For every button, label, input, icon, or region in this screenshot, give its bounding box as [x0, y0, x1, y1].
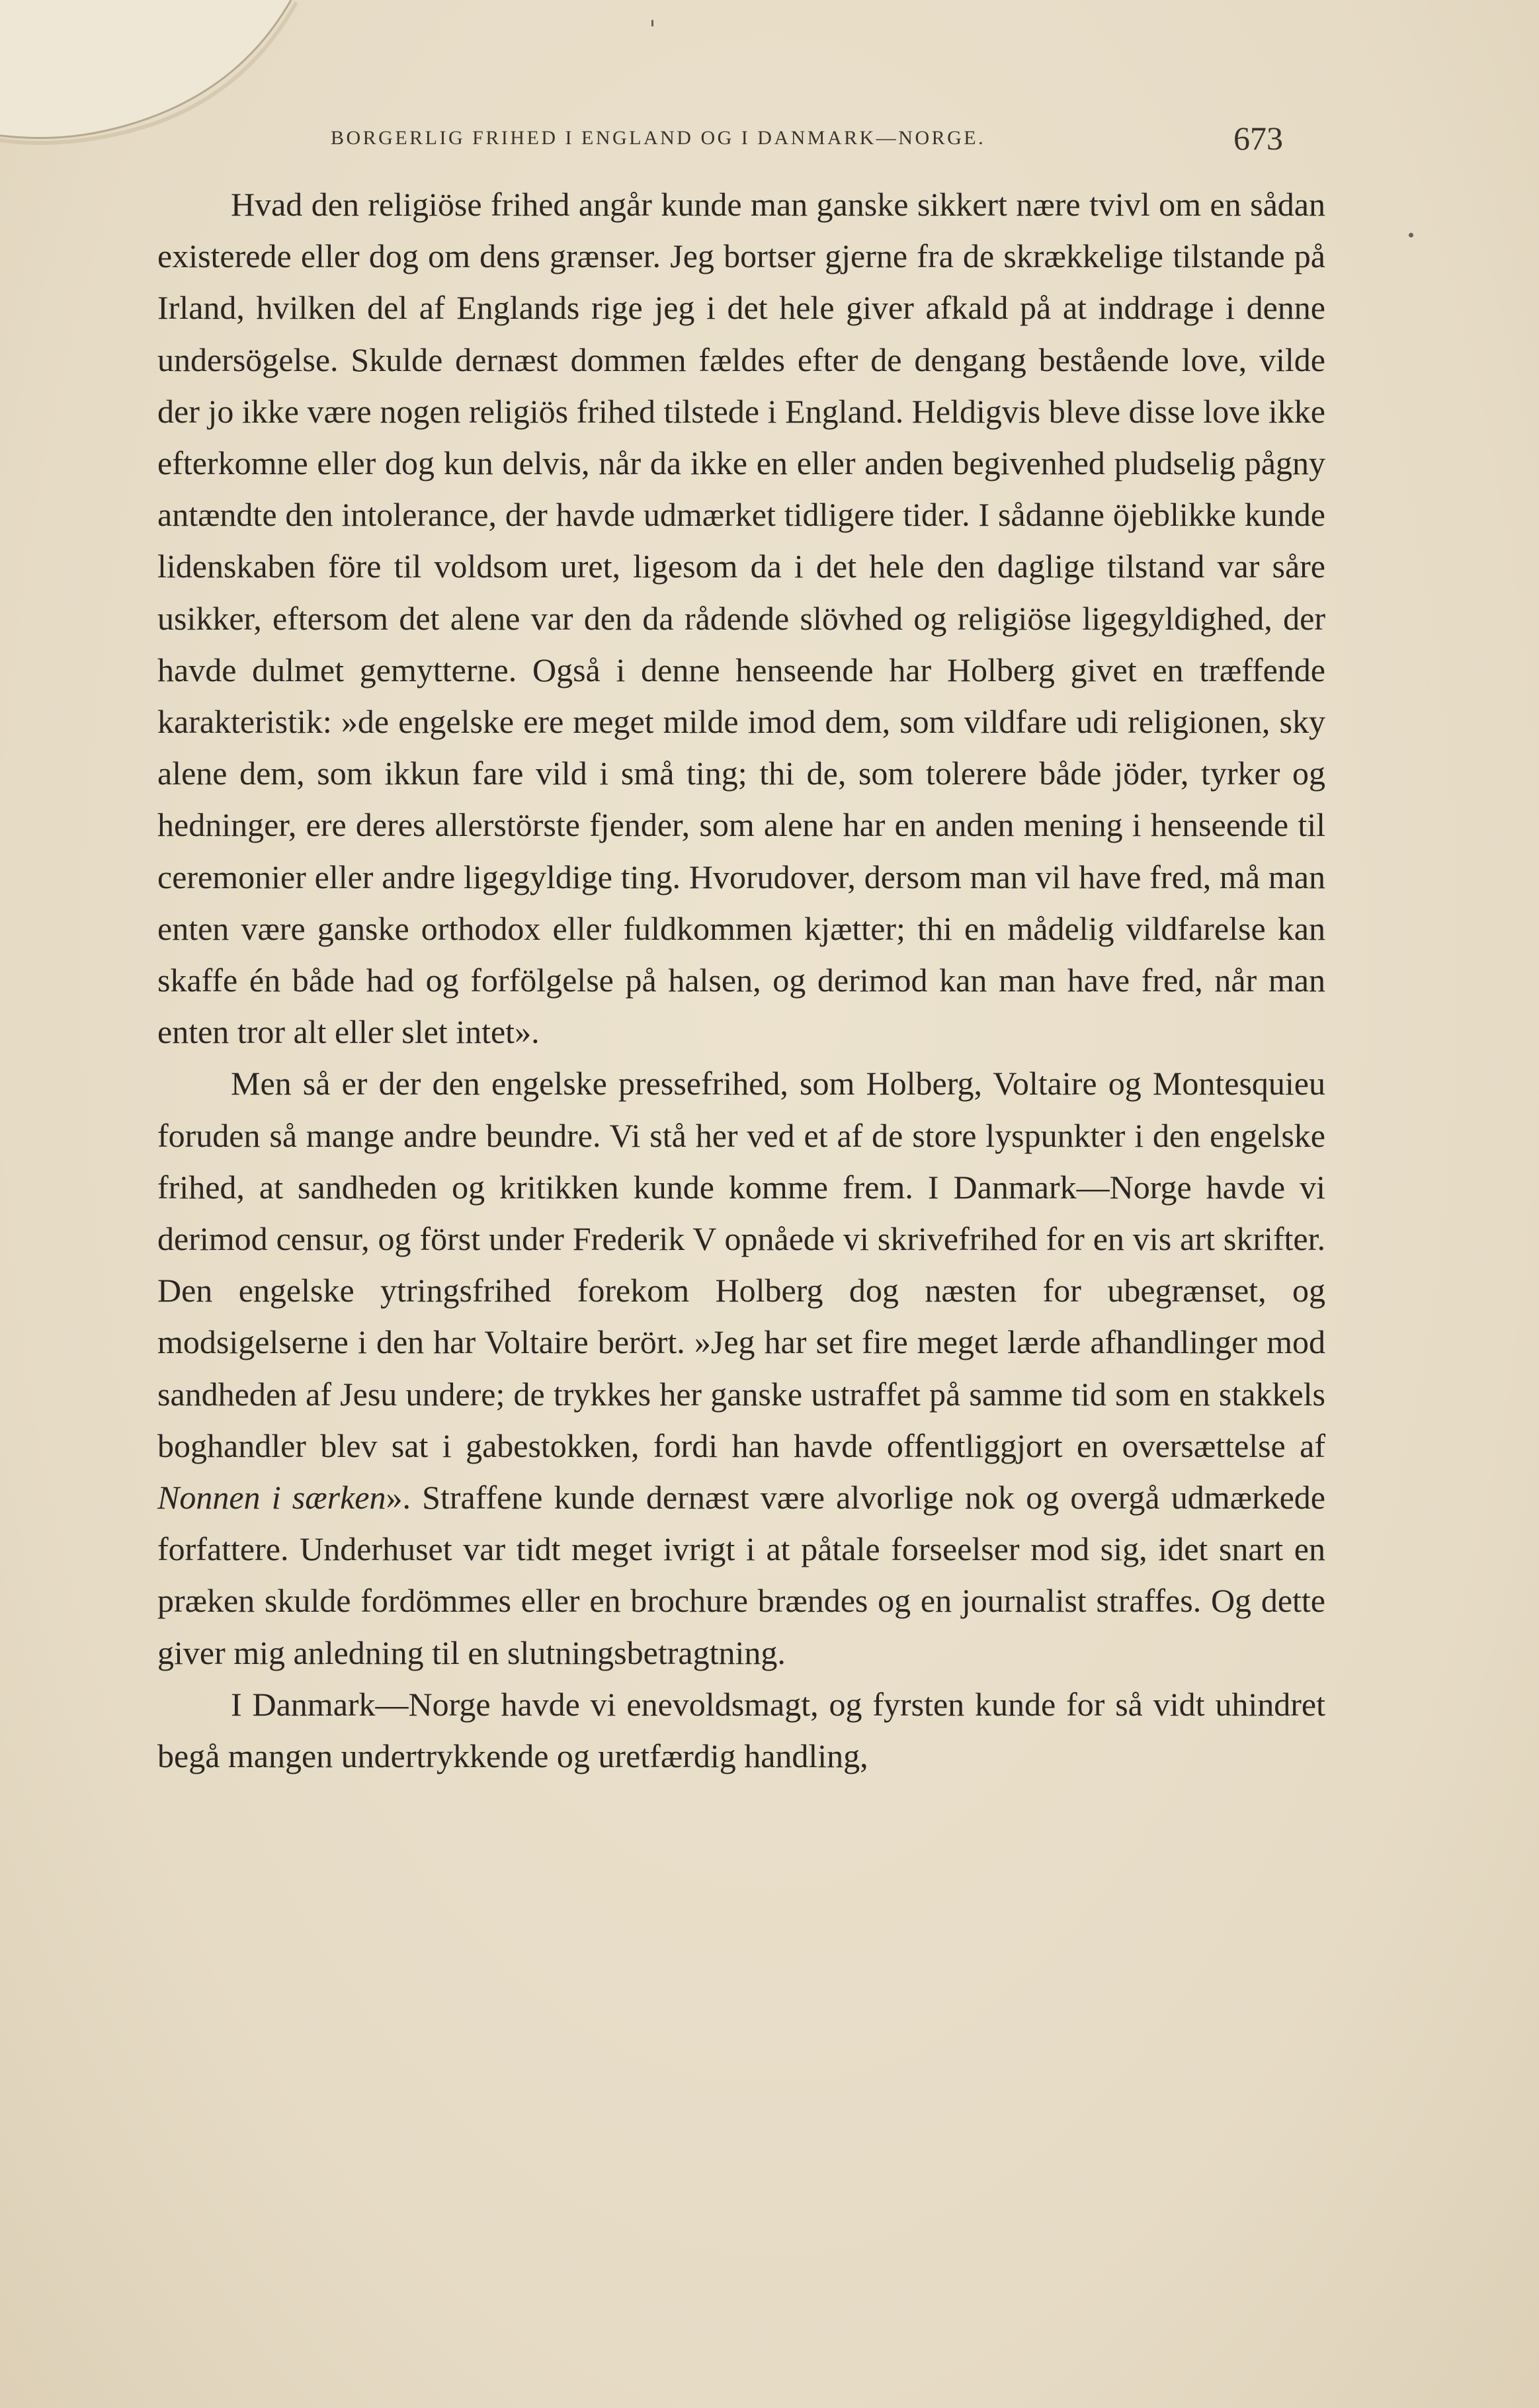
body-text: [157, 179, 1325, 1782]
paragraph-1: Hvad den religiöse frihed angår kunde man ganske sikkert nære tvivl om en sådan existerede eller dog om dens grænser. Jeg bortser gjerne fra de skrækkelige tilstande på Irland, hvilken del af Englands rige jeg i det hele giver afkald på at inddrage i denne undersögelse. Skulde dernæst dommen fældes efter de dengang bestående love, vilde der jo ikke være nogen religiös frihed tilstede i England. Heldigvis bleve disse love ikke efterkomne eller dog kun delvis, når da ikke en eller anden begivenhed pludselig pågny antændte den intolerance, der havde udmærket tidligere tider. I sådanne öjeblikke kunde lidenskaben före til voldsom uret, ligesom da i det hele den daglige tilstand var såre usikker, eftersom det alene var den da rådende slövhed og religiöse ligegyldighed, der havde dulmet gemytterne. Også i denne henseende har Holberg givet en træffende karakteristik: »de engelske ere meget milde imod dem, som vildfare udi religionen, sky alene dem, som ikkun fare vild i små ting; thi de, som tolerere både jöder, tyrker og hedninger, ere deres allerstörste fjender, som alene har en anden mening i henseende til ceremonier eller andre ligegyldige ting. Hvorudover, dersom man vil have fred, må man enten være ganske orthodox eller fuldkommen kjætter; thi en mådelig vildfarelse kan skaffe én både had og forfölgelse på halsen, og derimod kan man have fred, når man enten tror alt eller slet intet».: [157, 186, 1325, 1051]
page-corner-fold: [0, 0, 304, 152]
paragraph-2-part-1: Men så er der den engelske pressefrihed, som Holberg, Voltaire og Montesquieu foruden så mange andre beundre. Vi stå her ved et af de store lyspunkter i den engelske frihed, at sandheden og kritikken kunde komme frem. I Danmark—Norge havde vi derimod censur, og först under Frederik V opnåede vi skrivefrihed for en vis art skrifter. Den engelske ytringsfrihed forekom Holberg dog næsten for ubegrænset, og modsigelserne i den har Voltaire berört. »Jeg har set fire meget lærde afhandlinger mod sandheden af Jesu undere; de trykkes her ganske ustraffet på samme tid som en stakkels boghandler blev sat i gabestokken, fordi han havde offentliggjort en oversættelse af: [157, 1065, 1325, 1464]
paper-speck: [1409, 233, 1413, 237]
paragraph-2: [157, 1058, 1325, 1678]
paragraph-2-part-2: ». Straffene kunde dernæst være alvorlige nok og overgå udmærkede forfattere. Underhuset var tidt meget ivrigt i at påtale forseelser mod sig, idet snart en præken skulde fordömmes eller en brochure brændes og en journalist straffes. Og dette giver mig anledning til en slutningsbetragtning.: [157, 1479, 1325, 1671]
running-header: [331, 120, 1283, 163]
italic-title: Nonnen i særken: [157, 1479, 386, 1516]
paragraph-3: I Danmark—Norge havde vi enevoldsmagt, og fyrsten kunde for så vidt uhindret begå mangen undertrykkende og uretfærdig handling,: [157, 1685, 1325, 1775]
page-number: 673: [1233, 120, 1283, 157]
paper-speck: [651, 20, 653, 26]
running-title: BORGERLIG FRIHED I ENGLAND OG I DANMARK—NORGE.: [331, 127, 986, 149]
